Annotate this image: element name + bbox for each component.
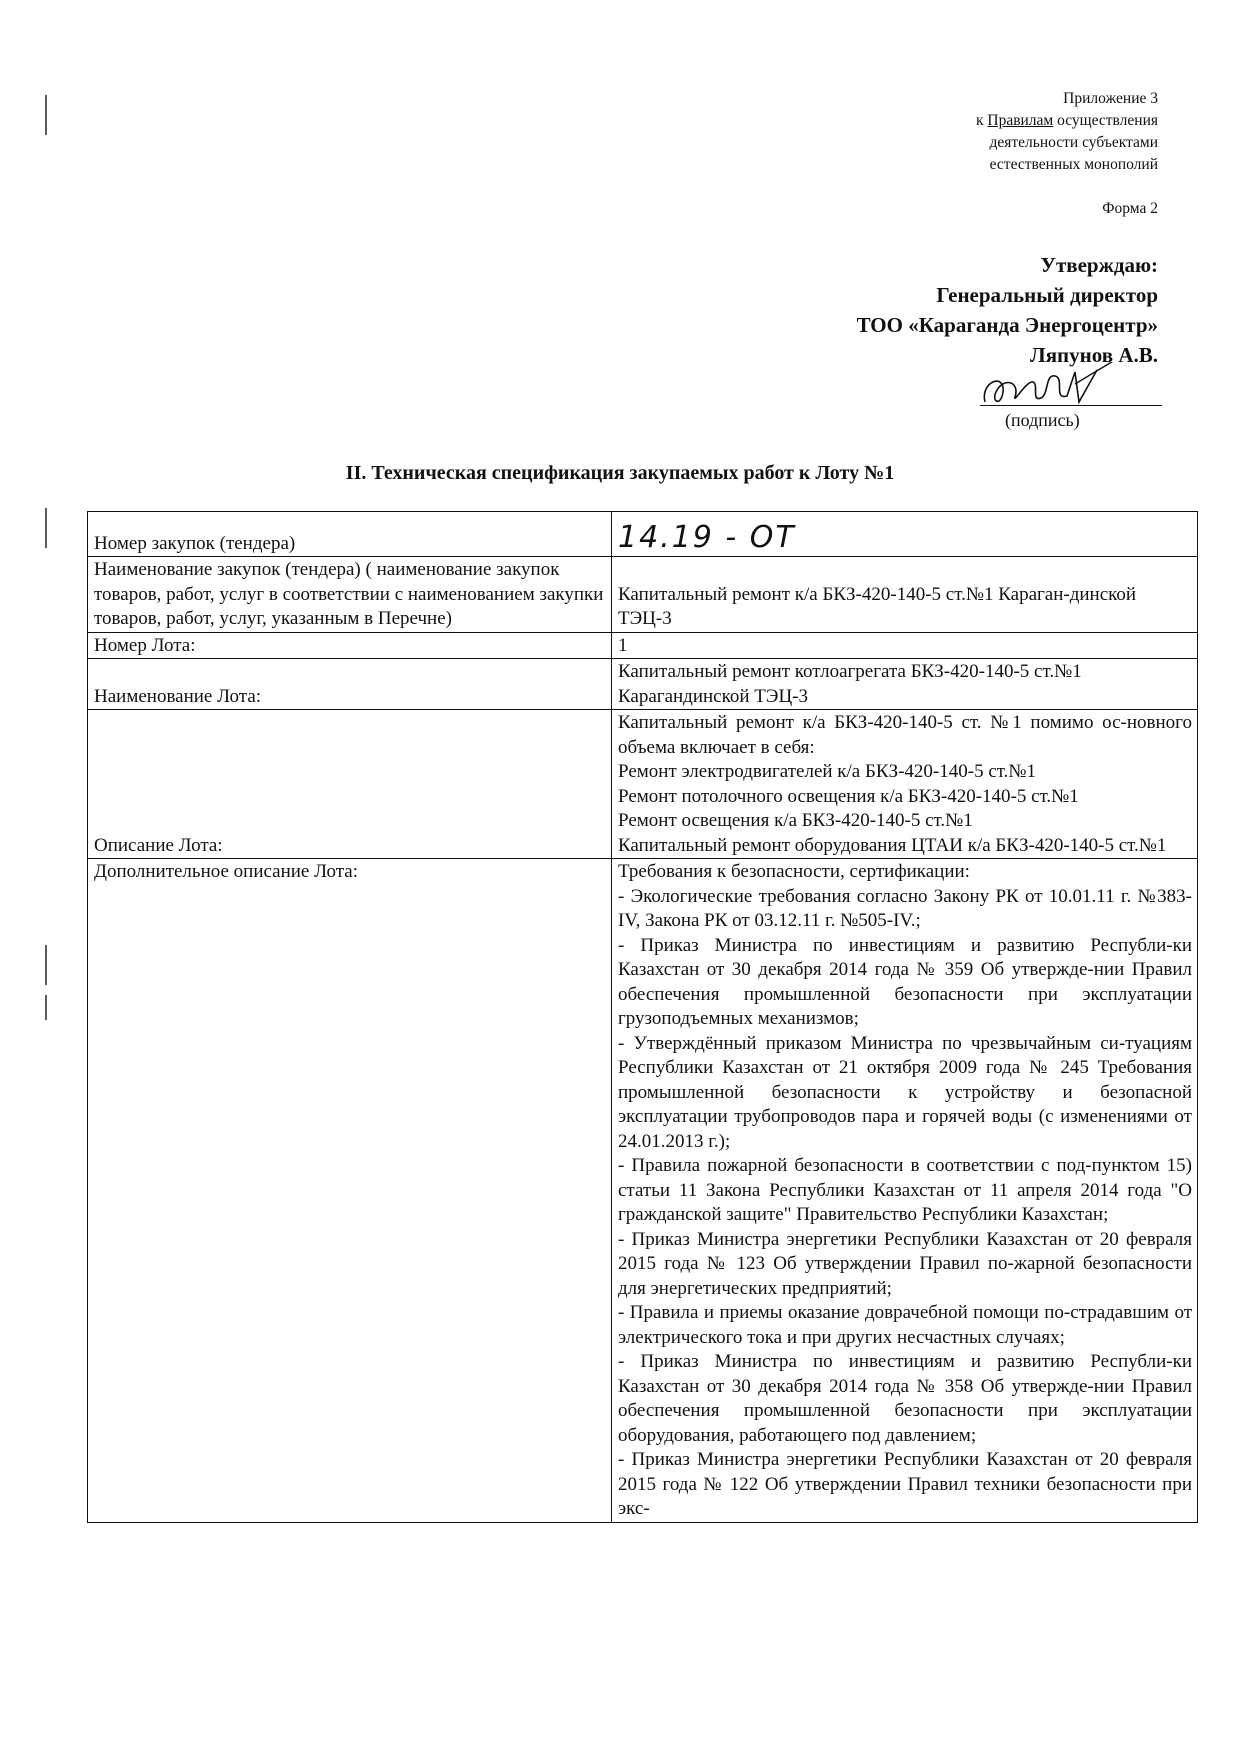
- approval-line-3: ТОО «Караганда Энергоцентр»: [856, 313, 1158, 337]
- requirement-line: - Экологические требования согласно Закону РК от 10.01.11 г. №383-IV, Закона РК от 03.12.11 г. №505-IV.;: [618, 885, 1192, 931]
- scan-margin-marks: [44, 0, 48, 1754]
- requirement-line: - Приказ Министра по инвестициям и развитию Республи-ки Казахстан от 30 декабря 2014 года № 359 Об утвержде-нии Правил обеспечения промышленной безопасности при эксплуатации грузоподъемных механизмов;: [618, 934, 1192, 1029]
- requirement-line: - Приказ Министра энергетики Республики Казахстан от 20 февраля 2015 года № 123 Об утверждении Правил по-жарной безопасности для энергетических предприятий;: [618, 1228, 1192, 1299]
- requirement-line: - Утверждённый приказом Министра по чрезвычайным си-туациям Республики Казахстан от 21 октября 2009 года № 245 Требования промышленной безопасности к устройству и безопасной эксплуатации трубопроводов пара и горячей воды (с изменениями от 24.01.2013 г.);: [618, 1032, 1192, 1152]
- table-row: [88, 659, 1198, 710]
- tender-number-handwritten: 14.19 - ОТ: [612, 512, 1198, 557]
- row-value: Капитальный ремонт котлоагрегата БКЗ-420-140-5 ст.№1 Карагандинской ТЭЦ-3: [612, 659, 1198, 710]
- table-row: [88, 632, 1198, 659]
- lot-description-line: Капитальный ремонт к/а БКЗ-420-140-5 ст. №1 помимо ос-новного объема включает в себя:: [618, 712, 1192, 758]
- annex-line-2: к Правилам осуществления: [975, 112, 1158, 129]
- document-title: II. Техническая спецификация закупаемых работ к Лоту №1: [345, 462, 895, 484]
- row-label: Описание Лота:: [88, 710, 612, 859]
- requirement-line: - Правила и приемы оказание доврачебной помощи по-страдавшим от электрического тока и при других несчастных случаях;: [618, 1302, 1192, 1348]
- form-number: Форма 2: [1102, 200, 1158, 217]
- row-value: [612, 859, 1198, 1523]
- row-label: Номер закупок (тендера): [88, 512, 612, 557]
- requirement-line: Требования к безопасности, сертификации:: [618, 861, 970, 882]
- approval-block: [738, 250, 1158, 370]
- approval-line-4: Ляпунов А.В.: [1030, 343, 1158, 367]
- requirement-line: - Правила пожарной безопасности в соответствии с под-пунктом 15) статьи 11 Закона Республики Казахстан от 11 апреля 2014 года "О гражданской защите" Правительство Республики Казахстан;: [618, 1155, 1192, 1225]
- signature-caption: (подпись): [1005, 410, 1080, 430]
- lot-description-line: Ремонт освещения к/а БКЗ-420-140-5 ст.№1: [618, 810, 973, 831]
- row-value: 1: [612, 632, 1198, 659]
- lot-description-line: Ремонт электродвигателей к/а БКЗ-420-140-5 ст.№1: [618, 761, 1037, 782]
- row-value: Капитальный ремонт к/а БКЗ-420-140-5 ст.№1 Караган-динской ТЭЦ-3: [612, 557, 1198, 633]
- table-row: [88, 859, 1198, 1523]
- specification-table: [87, 511, 1198, 1523]
- requirement-line: - Приказ Министра по инвестициям и развитию Республи-ки Казахстан от 30 декабря 2014 года № 358 Об утвержде-нии Правил обеспечения промышленной безопасности при эксплуатации оборудования, работающего под давлением;: [618, 1351, 1192, 1446]
- annex-line-4: естественных монополий: [989, 156, 1158, 173]
- requirement-line: - Приказ Министра энергетики Республики Казахстан от 20 февраля 2015 года № 122 Об утверждении Правил техники безопасности при экс-: [618, 1449, 1192, 1519]
- row-label: Наименование Лота:: [88, 659, 612, 710]
- table-row: [88, 710, 1198, 859]
- annex-reference: [828, 88, 1158, 176]
- lot-description-line: Ремонт потолочного освещения к/а БКЗ-420-140-5 ст.№1: [618, 785, 1079, 807]
- approval-line-2: Генеральный директор: [936, 283, 1158, 307]
- table-row: [88, 557, 1198, 633]
- row-label: Номер Лота:: [88, 632, 612, 659]
- rules-link[interactable]: Правилам: [987, 112, 1054, 129]
- row-value: [612, 710, 1198, 859]
- annex-line-1: Приложение 3: [1063, 90, 1158, 107]
- row-label: Наименование закупок (тендера) ( наименование закупок товаров, работ, услуг в соответствии с наименованием закупки товаров, работ, услуг, указанным в Перечне): [88, 557, 612, 633]
- lot-description-line: Капитальный ремонт оборудования ЦТАИ к/а БКЗ-420-140-5 ст.№1: [618, 834, 1167, 856]
- signature-line: [980, 405, 1162, 406]
- approval-line-1: Утверждаю:: [1040, 253, 1158, 277]
- row-label: Дополнительное описание Лота:: [88, 859, 612, 1523]
- annex-line-3: деятельности субъектами: [989, 134, 1158, 151]
- table-row: [88, 512, 1198, 557]
